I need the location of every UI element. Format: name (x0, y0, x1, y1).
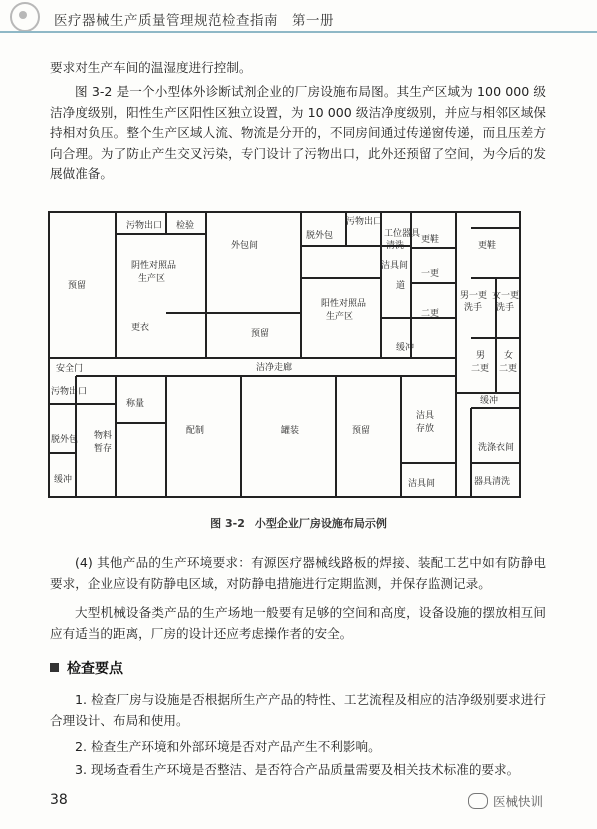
room-label: 缓冲 (480, 396, 499, 406)
room-label: 脱外包 (306, 231, 334, 241)
room-label: 配制 (186, 426, 205, 436)
paragraph-1: 要求对生产车间的温湿度进行控制。 (50, 60, 252, 75)
room-label: 女 (504, 351, 514, 361)
figure-number: 图 3-2 (210, 517, 245, 530)
square-bullet-icon (50, 663, 59, 672)
room-label: 污物出口 (51, 387, 88, 397)
room-label: 男 (476, 351, 486, 361)
room-label: 污物出口 (126, 221, 163, 231)
watermark (468, 792, 543, 810)
room-label: 阴性对照品 (131, 261, 177, 271)
room-label: 生产区 (326, 312, 354, 322)
room-label: 存放 (416, 424, 435, 434)
header-rule (0, 31, 597, 33)
room-label: 物料 (94, 431, 113, 441)
room-label: 二更 (421, 309, 440, 319)
paragraph-2: 图 3-2 是一个小型体外诊断试剂企业的厂房设施布局图。其生产区域为 100 000 级洁净度级别，阳性生产区阳性区独立设置，为 10 000 级洁净度级别，并应与相邻区域保持相对负压。整个生产区域人流、物流是分开的，不同房间通过传递窗传递，而且压差方向合理。为了防止产生交叉污染，专门设计了污物出口，此外还预留了空间，为今后的发展做准备。 (50, 84, 546, 181)
page-header (0, 0, 597, 36)
room-label: 洁具间 (381, 261, 409, 271)
figure-caption (0, 515, 597, 531)
room-label: 脱外包 (51, 435, 79, 445)
room-label: 洗手 (464, 303, 483, 313)
room-label: 道 (396, 281, 406, 291)
room-label: 洁净走廊 (256, 363, 293, 373)
figure-caption-text: 小型企业厂房设施布局示例 (254, 517, 387, 530)
room-label: 罐装 (281, 426, 300, 436)
room-label: 缓冲 (54, 475, 73, 485)
room-label: 男一更 (460, 291, 488, 301)
header-title: 医疗器械生产质量管理规范检查指南 第一册 (54, 13, 334, 29)
room-label: 器具清洗 (474, 477, 511, 487)
room-label: 洁具间 (408, 479, 436, 489)
room-label: 更鞋 (478, 241, 497, 251)
room-label: 洗涤衣间 (478, 443, 515, 453)
plan-outline (49, 212, 520, 497)
room-label: 女一更 (492, 291, 520, 301)
room-label: 检验 (176, 221, 195, 231)
room-label: 污物出口 (346, 217, 383, 227)
room-label: 更鞋 (421, 235, 440, 245)
page-number: 38 (50, 792, 68, 808)
room-label: 暂存 (94, 444, 113, 454)
room-label: 缓冲 (396, 343, 415, 353)
room-label: 清洗 (386, 241, 405, 251)
checkpoint-item: 3. 现场查看生产环境是否整洁、是否符合产品质量需要及相关技术标准的要求。 (75, 762, 520, 777)
paragraph-3: (4) 其他产品的生产环境要求：有源医疗器械线路板的焊接、装配工艺中如有防静电要求，企业应设有防静电区域，对防静电措施进行定期监测，并保存监测记录。 (50, 555, 546, 591)
room-label: 生产区 (138, 274, 166, 284)
room-label: 工位器具 (384, 229, 421, 239)
paragraph-4: 大型机械设备类产品的生产场地一般要有足够的空间和高度，设备设施的摆放相互间应有适当的距离，厂房的设计还应考虑操作者的安全。 (50, 605, 546, 641)
room-label: 一更 (421, 269, 440, 279)
room-label: 预留 (251, 329, 270, 339)
room-label: 二更 (499, 364, 518, 374)
section-title: 检查要点 (67, 661, 123, 677)
room-label: 外包间 (231, 241, 259, 251)
room-label: 阳性对照品 (321, 299, 367, 309)
room-label: 预留 (68, 281, 87, 291)
wechat-icon (468, 793, 488, 809)
section-heading (50, 658, 123, 678)
room-label: 安全门 (56, 364, 84, 374)
corner-ornament-icon (10, 2, 40, 32)
room-label: 二更 (471, 364, 490, 374)
room-label: 更衣 (131, 323, 150, 333)
room-label: 洁具 (416, 411, 435, 421)
room-label: 预留 (352, 426, 371, 436)
checkpoint-item: 2. 检查生产环境和外部环境是否对产品产生不利影响。 (75, 739, 381, 754)
floor-plan-figure (46, 208, 526, 504)
room-label: 称量 (126, 399, 145, 409)
room-label: 洗手 (496, 303, 515, 313)
checkpoint-item: 1. 检查厂房与设施是否根据所生产产品的特性、工艺流程及相应的洁净级别要求进行合理设计、布局和使用。 (50, 692, 546, 728)
watermark-text: 医械快训 (493, 794, 544, 809)
